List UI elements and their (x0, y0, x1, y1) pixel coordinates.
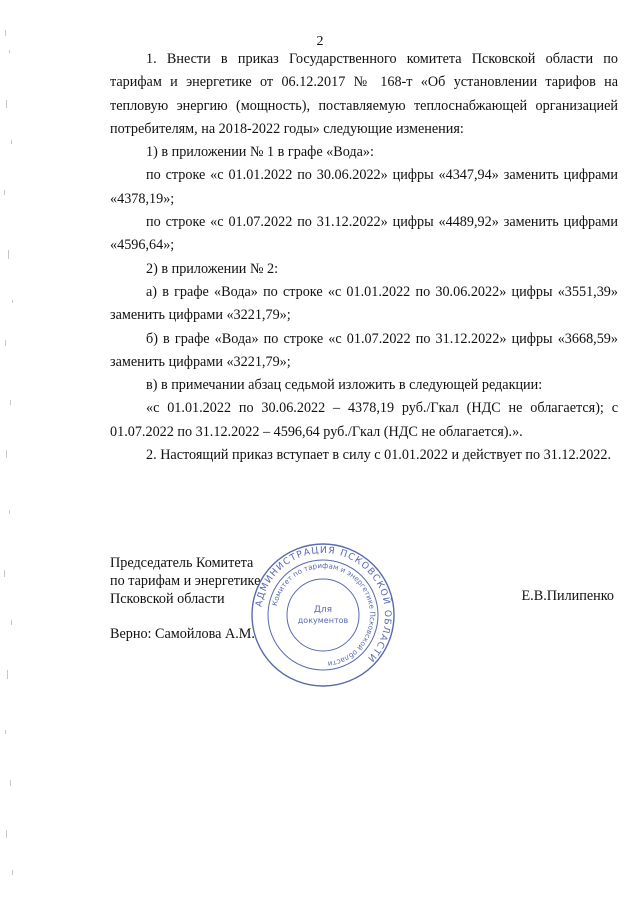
paragraph-annex2: 2) в приложении № 2: (146, 260, 279, 277)
signer-title-line3: Псковской области (110, 591, 225, 607)
paragraph-annex2-c: в) в примечании абзац седьмой изложить в следующей редакции: (146, 377, 543, 394)
paragraph-new-wording: «с 01.01.2022 по 30.06.2022 – 4378,19 руб./Гкал (НДС не облагается); с 01.07.2022 по 31.12.2022 – 4596,64 руб./Гкал (НДС не облагается).». (110, 400, 618, 440)
page-number: 2 (316, 34, 324, 49)
signature-block (110, 554, 260, 608)
signer-title-line1: Председатель Комитета (110, 555, 254, 571)
stamp-inner-text: Комитет по тарифам и энергетике Псковской области (269, 560, 378, 669)
official-stamp (250, 542, 396, 688)
signer-title-line2: по тарифам и энергетике (110, 573, 261, 589)
paragraph-effective-date: 2. Настоящий приказ вступает в силу с 01.01.2022 и действует по 31.12.2022. (146, 447, 612, 464)
copy-verified-line: Верно: Самойлова А.М. (110, 626, 255, 642)
paragraph-annex1-row2: по строке «с 01.07.2022 по 31.12.2022» цифры «4489,92» заменить цифрами «4596,64»; (110, 214, 618, 254)
signer-name: Е.В.Пилипенко (521, 588, 614, 604)
paragraph-annex1: 1) в приложении № 1 в графе «Вода»: (146, 144, 374, 161)
stamp-outer-text: АДМИНИСТРАЦИЯ ПСКОВСКОЙ ОБЛАСТИ (253, 544, 394, 665)
scan-margin-noise (3, 10, 17, 890)
paragraph-annex2-a: а) в графе «Вода» по строке «с 01.01.2022 по 30.06.2022» цифры «3551,39» заменить цифрами «3221,79»; (110, 283, 618, 324)
paragraph-annex1-row1: по строке «с 01.01.2022 по 30.06.2022» цифры «4347,94» заменить цифрами «4378,19»; (110, 167, 618, 207)
paragraph-intro: 1. Внести в приказ Государственного комитета Псковской области по тарифам и энергетике от 06.12.2017 № 168-т «Об установлении тарифов на тепловую энергию (мощность), поставляемую теплоснабжающей организацией потребителям, на 2018-2022 годы» следующие изменения: (110, 51, 618, 137)
paragraph-annex2-b: б) в графе «Вода» по строке «с 01.07.2022 по 31.12.2022» цифры «3668,59» заменить цифрами «3221,79»; (110, 330, 618, 370)
stamp-center-line2: документов (297, 616, 349, 625)
stamp-center-line1: Для (313, 605, 333, 615)
document-body (110, 48, 618, 467)
